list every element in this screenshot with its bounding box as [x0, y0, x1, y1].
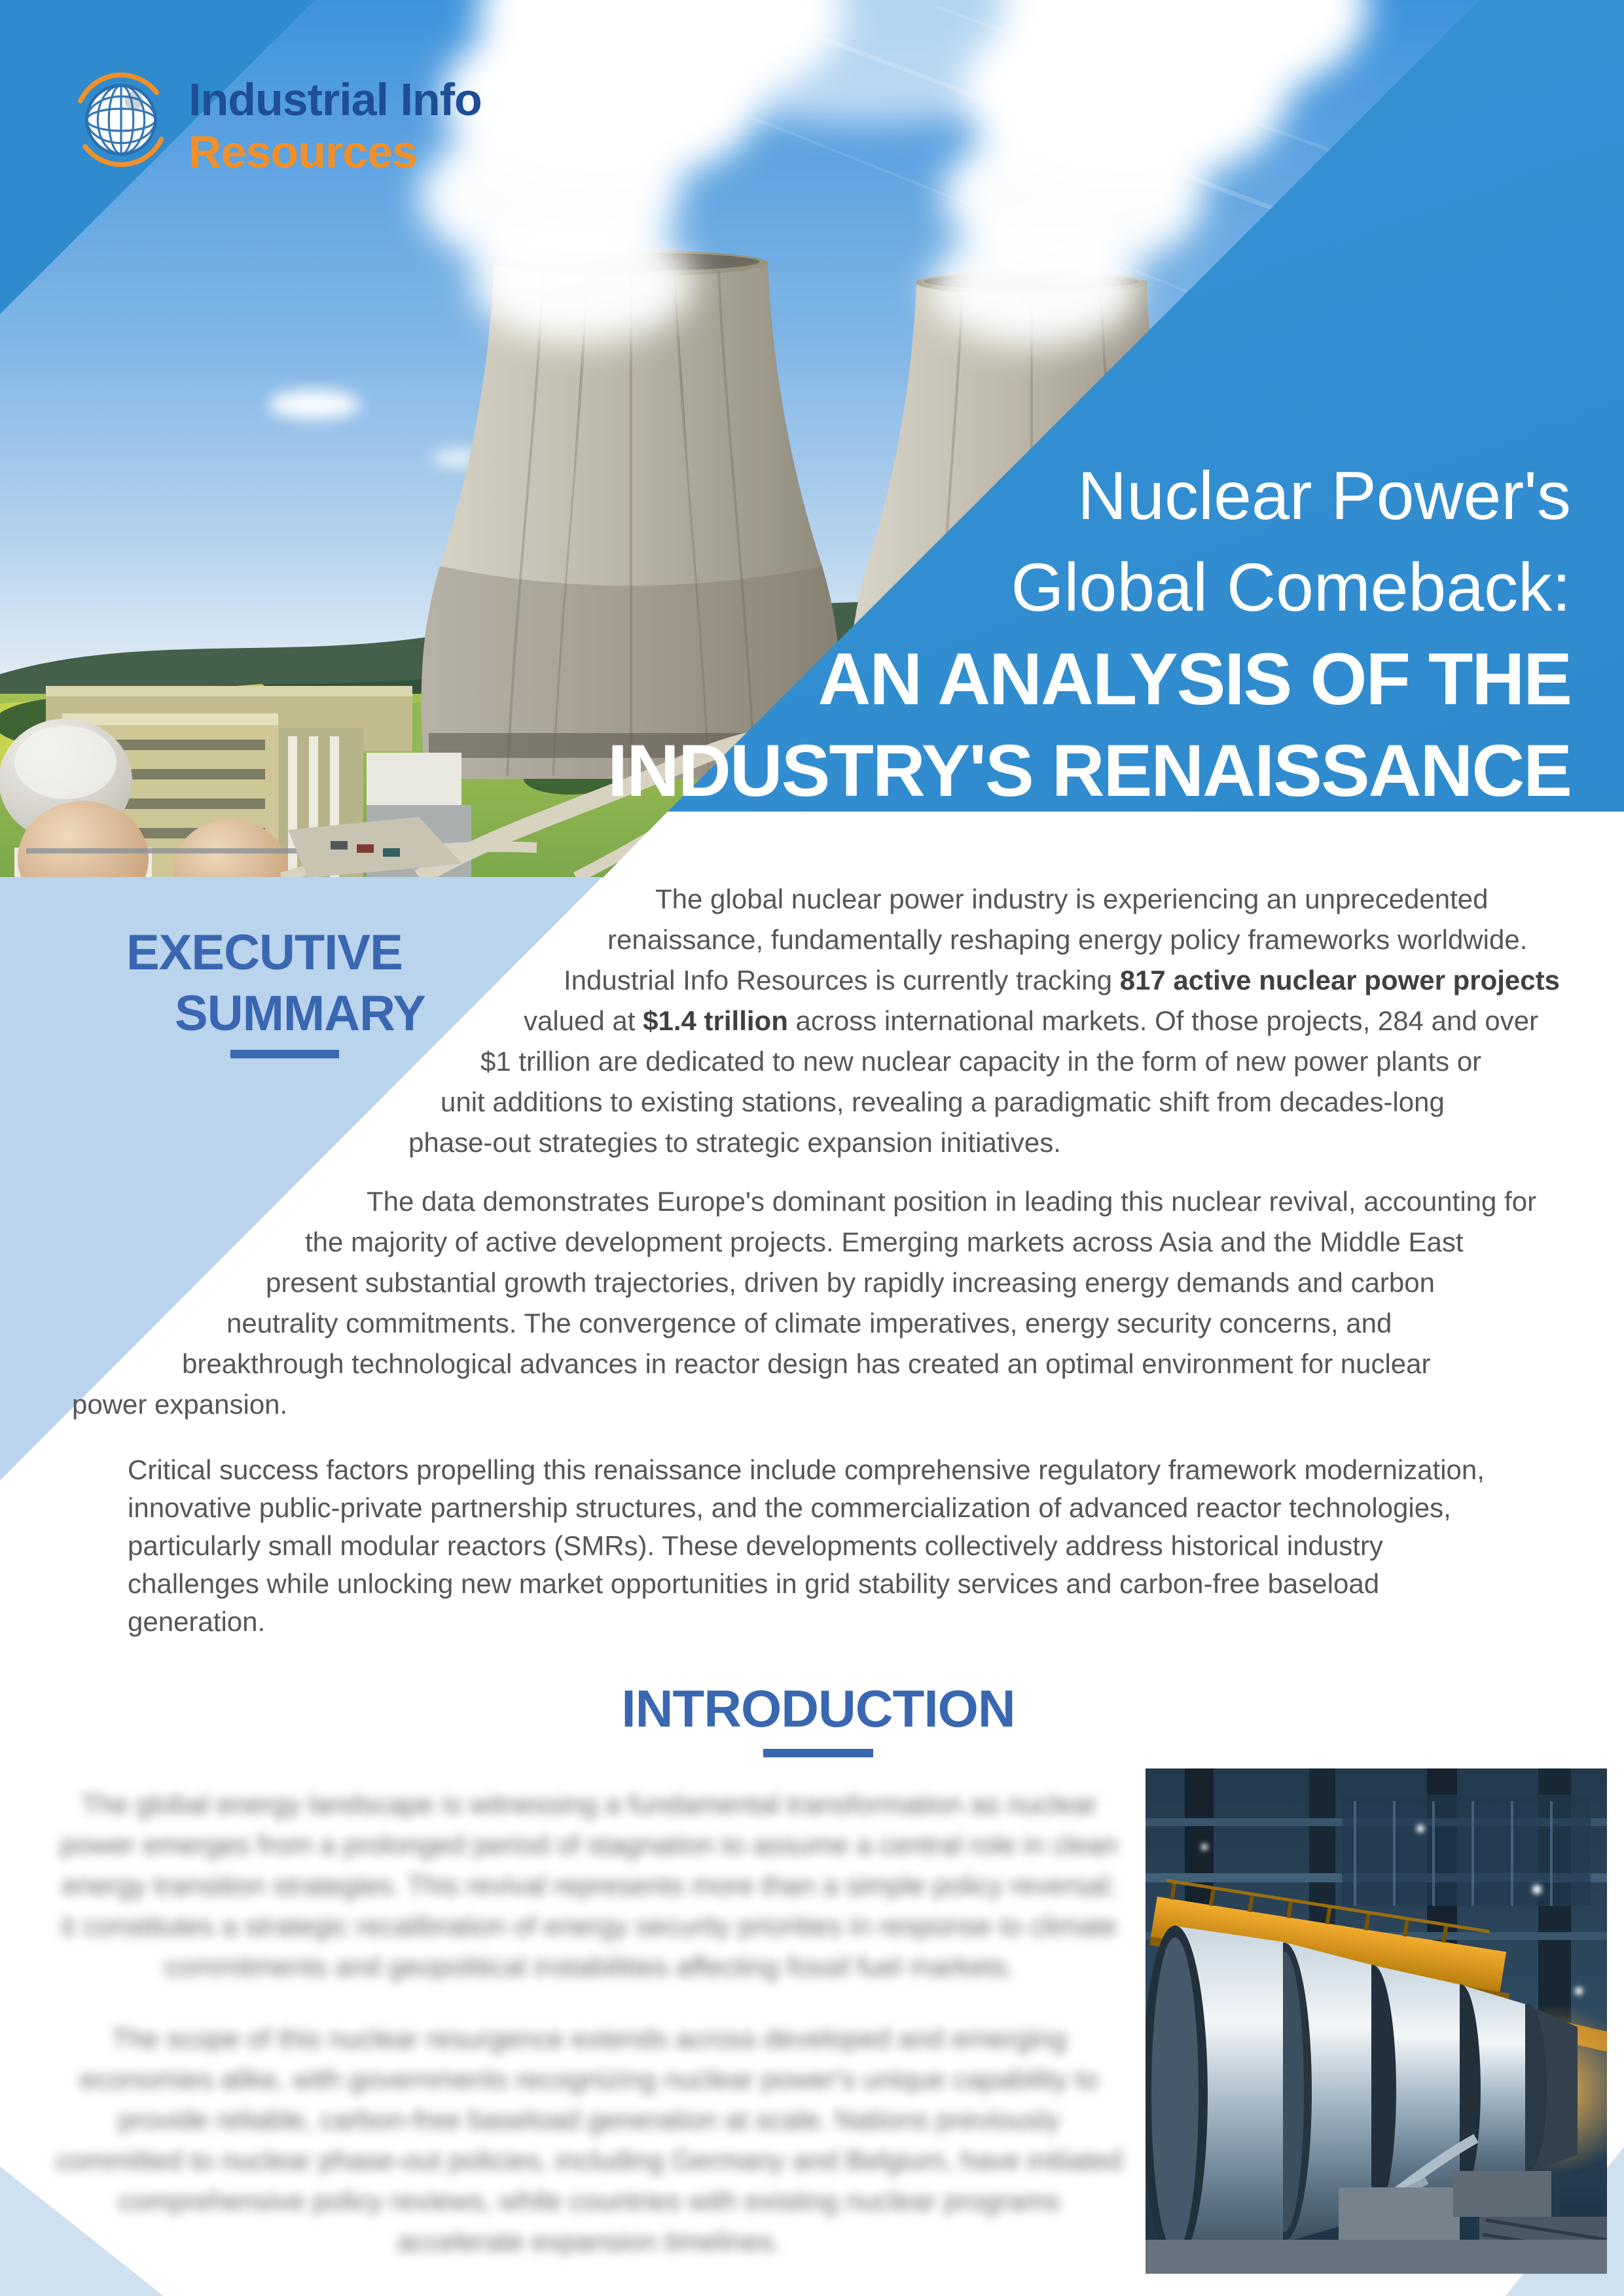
- introduction-heading: INTRODUCTION: [621, 1679, 1015, 1738]
- paragraph-line: present substantial growth trajectories, driven by rapidly increasing energy demands and carbon: [266, 1267, 1435, 1298]
- executive-summary-paragraph-3: [72, 1454, 1571, 1644]
- title-line-3: AN ANALYSIS OF THE: [818, 638, 1571, 720]
- turbine-hall-photo: [1146, 1768, 1607, 2274]
- paragraph-line: particularly small modular reactors (SMRs). These developments collectively address historical industry: [128, 1530, 1383, 1561]
- paragraph-line: the majority of active development projects. Emerging markets across Asia and the Middle East: [305, 1227, 1464, 1257]
- executive-summary-heading-word1: EXECUTIVE: [126, 925, 403, 980]
- paragraph-line: power expansion.: [72, 1389, 288, 1420]
- paragraph-line: $1 trillion are dedicated to new nuclear capacity in the form of new power plants or: [480, 1046, 1482, 1077]
- paragraph-line: unit additions to existing stations, revealing a paradigmatic shift from decades-long: [441, 1086, 1445, 1117]
- paragraph-line: The data demonstrates Europe's dominant position in leading this nuclear revival, accounting for: [367, 1186, 1537, 1217]
- paragraph-line: breakthrough technological advances in reactor design has created an optimal environment for nuclear: [182, 1348, 1431, 1379]
- logo: [72, 71, 482, 178]
- logo-name-line1: Industrial Info: [189, 74, 482, 125]
- paragraph-line: generation.: [128, 1606, 266, 1637]
- title-line-4: INDUSTRY'S RENAISSANCE: [607, 730, 1571, 812]
- introduction-paragraph-2: The scope of this nuclear resurgence extends across developed and emerging economies alike, with governments recognizing nuclear power's unique capability to provide reliable, carbon-free baseload generation at scale. Nations previously committed to nuclear phase-out policies, including Germany and Belgium, have initiated comprehensive policy reviews, while countries with existing nuclear programs accelerate expansion timelines.: [56, 2023, 1123, 2257]
- paragraph-line: neutrality commitments. The convergence of climate imperatives, energy security concerns, and: [226, 1308, 1392, 1338]
- introduction-paragraph-1: The global energy landscape is witnessing a fundamental transformation as nuclear power emerges from a prolonged period of stagnation to assume a central role in clean energy transition strategies. This revival represents more than a simple policy reversal; it constitutes a strategic recalibration of energy security priorities in response to climate commitments and geopolitical instabilities affecting fossil fuel markets.: [60, 1789, 1118, 1982]
- title-line-1: Nuclear Power's: [1077, 458, 1571, 534]
- turbine-image: [1146, 1768, 1607, 2274]
- logo-name-line2: Resources: [189, 126, 417, 177]
- executive-summary-paragraph-1: [72, 884, 1571, 1168]
- paragraph-line: Critical success factors propelling this renaissance include comprehensive regulatory framework modernization,: [128, 1454, 1485, 1485]
- globe-icon: [72, 71, 170, 169]
- paragraph-line: valued at $1.4 trillion across international markets. Of those projects, 284 and over: [524, 1005, 1539, 1036]
- title-line-2: Global Comeback:: [1011, 550, 1571, 626]
- paragraph-line: Industrial Info Resources is currently tracking 817 active nuclear power projects: [564, 965, 1560, 996]
- executive-summary-paragraph-2: [72, 1186, 1571, 1429]
- paragraph-line: renaissance, fundamentally reshaping energy policy frameworks worldwide.: [607, 924, 1528, 955]
- report-title: [393, 450, 1571, 817]
- paragraph-line: innovative public-private partnership structures, and the commercialization of advanced reactor technologies,: [128, 1492, 1451, 1523]
- paragraph-line: challenges while unlocking new market opportunities in grid stability services and carbon-free baseload: [128, 1568, 1380, 1599]
- introduction-blurred-text: [56, 1784, 1123, 2293]
- executive-summary-heading-word2: SUMMARY: [175, 986, 425, 1041]
- introduction-underline: [763, 1749, 873, 1757]
- paragraph-line: phase-out strategies to strategic expansion initiatives.: [408, 1127, 1061, 1158]
- paragraph-line: The global nuclear power industry is experiencing an unprecedented: [655, 884, 1489, 914]
